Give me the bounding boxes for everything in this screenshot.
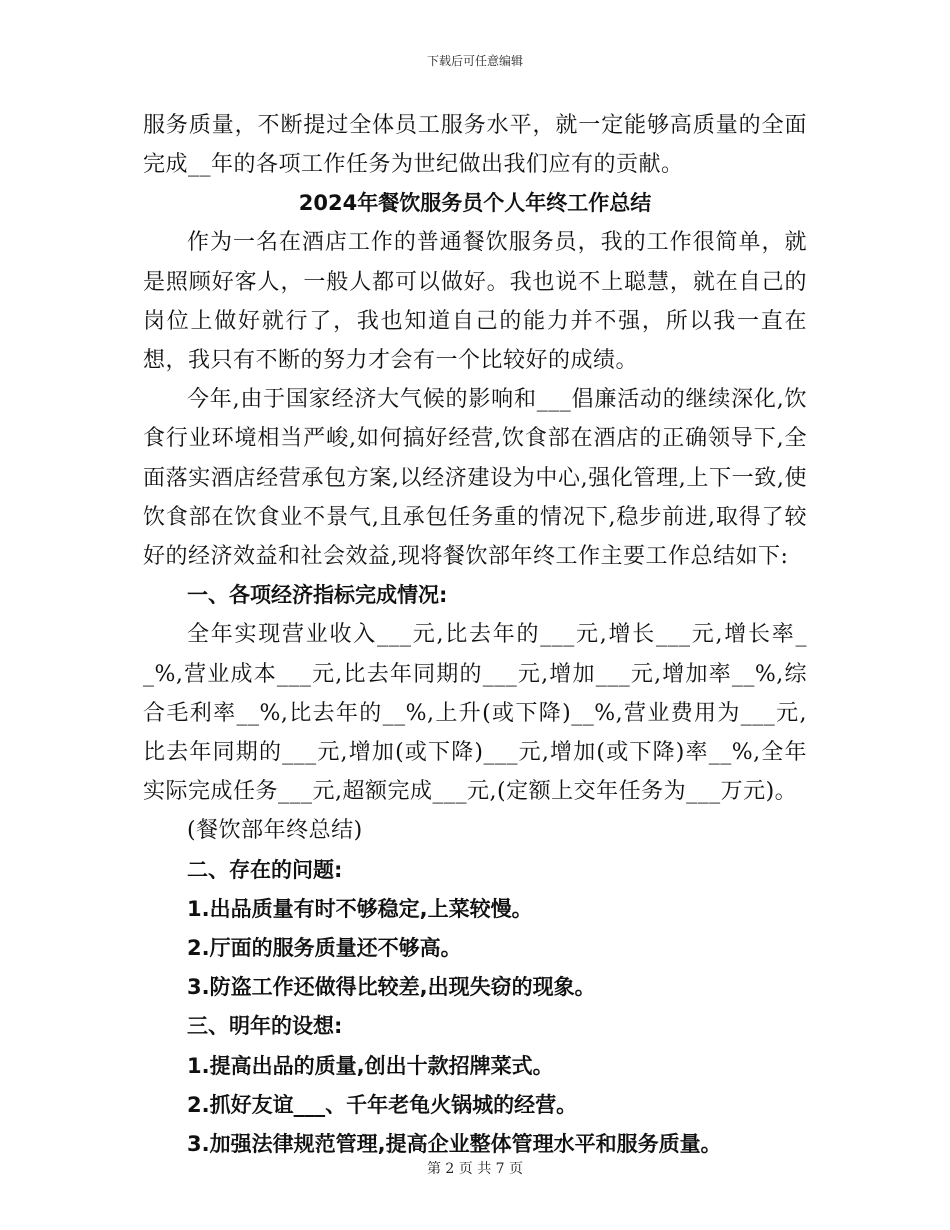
- section-2-item: 3.防盗工作还做得比较差,出现失窃的现象。: [187, 975, 596, 1000]
- section-2-heading: 二、存在的问题:: [187, 857, 343, 882]
- page-number: 第 2 页 共 7 页: [426, 1161, 524, 1177]
- document-title: 2024年餐饮服务员个人年终工作总结: [298, 191, 652, 216]
- section-3-item: 2.抓好友谊___、千年老龟火锅城的经营。: [187, 1092, 578, 1117]
- paragraph-1: 作为一名在酒店工作的普通餐饮服务员，我的工作很简单，就是照顾好客人，一般人都可以做好。我也说不上聪慧，就在自己的岗位上做好就行了，我也知道自己的能力并不强，所以我一直在想，我只有不断的努力才会有一个比较好的成绩。: [143, 230, 807, 374]
- section-1-body: 全年实现营业收入___元,比去年的___元,增长___元,增长率__%,营业成本___元,比去年同期的___元,增加___元,增加率__%,综合毛利率__%,比去年的__%,上升(或下降)__%,营业费用为___元,比去年同期的___元,增加(或下降)___元,增加(或下降)率__%,全年实际完成任务___元,超额完成___元,(定额上交年任务为___万元)。: [143, 622, 807, 805]
- section-3-item: 3.加强法律规范管理,提高企业整体管理水平和服务质量。: [187, 1132, 722, 1157]
- section-3-item: 1.提高出品的质量,创出十款招牌菜式。: [187, 1053, 554, 1078]
- document-body: [143, 106, 807, 1164]
- section-1-note: (餐饮部年终总结): [187, 818, 363, 844]
- section-3-heading: 三、明年的设想:: [187, 1014, 343, 1039]
- section-2-item: 2.厅面的服务质量还不够高。: [187, 936, 462, 961]
- section-2-item: 1.出品质量有时不够稳定,上菜较慢。: [187, 896, 533, 921]
- download-note: 下载后可任意编辑: [426, 54, 523, 68]
- section-1-heading: 一、各项经济指标完成情况:: [187, 583, 448, 608]
- intro-paragraph: 服务质量，不断提过全体员工服务水平，就一定能够高质量的全面完成__年的各项工作任务为世纪做出我们应有的贡献。: [143, 113, 807, 178]
- paragraph-2: 今年,由于国家经济大气候的影响和___倡廉活动的继续深化,饮食行业环境相当严峻,如何搞好经营,饮食部在酒店的正确领导下,全面落实酒店经营承包方案,以经济建设为中心,强化管理,上下一致,使饮食部在饮食业不景气,且承包任务重的情况下,稳步前进,取得了较好的经济效益和社会效益,现将餐饮部年终工作主要工作总结如下:: [143, 387, 807, 570]
